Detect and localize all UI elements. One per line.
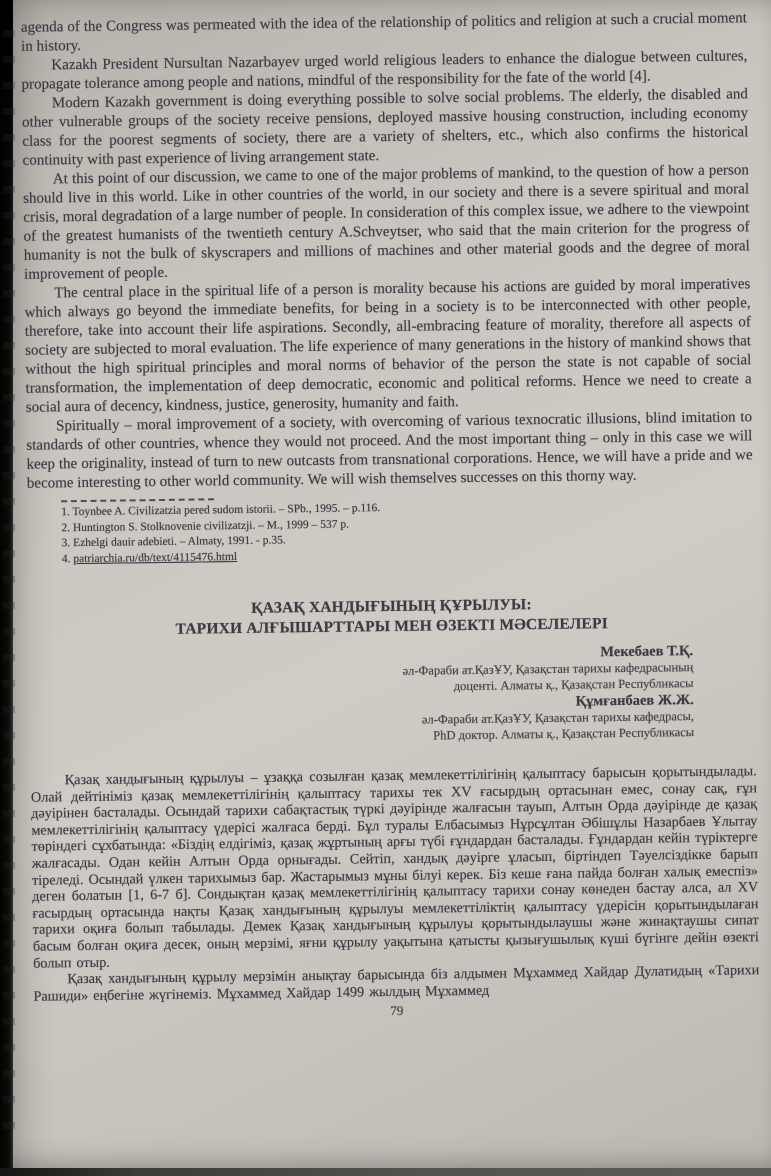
body-paragraph: Modern Kazakh government is doing everything possible to solve social problems. The elderly, the disabled and other vulnerable groups of the society receive pensions, deployed massive housing construction, including economy class for the poorest segments of society, there are a variety of shelters, etc., which also confirms the historical continuity with past experience of living arrangement state. [22, 86, 749, 169]
author-affiliation: доценті. Алматы қ., Қазақстан Республикасы [453, 675, 694, 693]
footnotes-block [61, 496, 754, 567]
body-paragraph: Spiritually – moral improvement of a society, with overcoming of various texnocratic illusions, blind imitation to standards of other countries, whence they would not proceed. And the most important thing – only in this case we will keep the originality, instead of turn to new outcasts from transnational corporations. Hence, we will have a pride and we become interesting to other world community. We will wish themselves successes on this thorny way. [26, 409, 753, 492]
body-paragraph: At this point of our discussion, we came to one of the major problems of mankind, to the question of how a person should live in this world. Like in other countries of the world, in our society and there is a severe spiritual and moral crisis, moral degradation of a large number of people. In consideration of this complex issue, we adhere to the viewpoint of the greatest humanists of the twentieth century A.Schveytser, who said that the main criterion for the progress of humanity is not the bulk of skyscrapers and millions of machines and other material goods and the degree of moral improvement of people. [23, 162, 750, 283]
footnote-separator [61, 498, 214, 502]
footnote-item: 1. Toynbee A. Civilizatzia pered sudom istorii. – SPb., 1995. – p.116. [61, 502, 381, 519]
body-paragraph: The central place in the spiritual life of a person is morality because his actions are guided by moral imperatives which always go beyond the immediate benefits, for being in a society is to be interconnected with other people, therefore, take into account their life aspirations. Secondly, all-embracing feature of morality, therefore all aspects of society are subjected to moral evaluation. The life experience of many generations in the history of mankind shows that without the high spiritual principles and moral norms of behavior of the person the state is not capable of social transformation, the implementation of deep democratic, economic and political reforms. Hence we need to create a social aura of decency, kindness, justice, generosity, humanity and faith. [24, 276, 752, 416]
english-text-block [21, 9, 753, 493]
footnote-url-link: patriarchia.ru/db/text/4115476.html [73, 550, 238, 565]
footnote-number: 4. [61, 552, 74, 565]
kazakh-text-block [31, 763, 760, 1005]
author-affiliation: әл-Фараби ат.ҚазҰУ, Қазақстан тарихы кафедрасының [402, 660, 694, 678]
article-title-line1: ҚАЗАҚ ХАНДЫҒЫНЫҢ ҚҰРЫЛУЫ: [251, 596, 532, 617]
author-name: Мекебаев Т.Қ. [600, 643, 694, 661]
body-paragraph: Қазақ хандығының құрылуы – ұзаққа созылған қазақ мемлекеттілігінің қалыптасу барысын қорытындылады. Олай дейтініміз қазақ мемлекеттілігінің қалыптасу тарихы тек XV ғасырдың ортасынан емес, сонау сақ, ғұн дәуірінен басталады. Осындай тарихи сабақтастық түркі дәуірінде жалғасын тауып, Алтын Орда дәуірінде де қазақ мемлекеттілігінің қалыптасу үдерісі жалғаса берді. Бұл туралы Елбасымыз Нұрсұлтан Әбішұлы Назарбаев Ұлытау төріндегі сұхбатында: «Біздің елдігіміз, қазақ жұртының арғы түбі ғұндардан басталады. Ғұндардан кейін түріктерге жалғасады. Одан кейін Алтын Орда орнығады. Сейтіп, хандық дәуірге ұласып, біртіндеп Тәуелсіздікке барып тіреледі. Осындай үлкен тарихымыз бар. Жастарымыз мұны білуі керек. Біз кеше ғана пайда болған халық емеспіз» деген болатын [1, 6-7 б]. Сондықтан қазақ мемлекеттілігінің қалыптасу тарихи сонау көнеден бастау алса, ал XV ғасырдың ортасында нақты Қазақ хандығының құрылуы мемлекеттіліктің қалыптасу үдерісін қорытындылаған тарихи оқиға болып табылады. Демек Қазақ хандығының құрылуы қорытындылаушы және жинақтаушы сипат басым болған оқиға десек, оның мерзімі, яғни құрылу уақытына қатысты қызығушылық күші бүгінге дейін өзекті болып отыр. [30, 763, 759, 972]
article-title [28, 592, 754, 641]
body-paragraph: Kazakh President Nursultan Nazarbayev urged world religious leaders to enhance the dialogue between cultures, propagate tolerance among people and nations, mindful of the responsibility for the fate of the world [4]. [21, 48, 748, 93]
binding-texture [3, 30, 15, 1146]
author-affiliation: әл-Фараби ат.ҚазҰУ, Қазақстан тарихы кафедрасы, [421, 709, 695, 727]
article-title-line2: ТАРИХИ АЛҒЫШАРТТАРЫ МЕН ӨЗЕКТІ МӘСЕЛЕЛЕРІ [175, 615, 609, 638]
footnote-item: 2. Huntington S. Stolknovenie civilizatzji. – M., 1999 – 537 p. [61, 518, 349, 534]
page-bottom-edge [0, 1168, 771, 1176]
footnote-item: 3. Ezhelgi dauir adebieti. – Almaty, 1991. - p.35. [61, 534, 286, 550]
authors-block [29, 641, 756, 748]
page-content [21, 9, 760, 1024]
author-affiliation: PhD доктор. Алматы қ., Қазақстан Республикасы [433, 724, 695, 742]
body-paragraph: agenda of the Congress was permeated with the idea of the relationship of politics and religion at such a crucial moment in history. [20, 10, 747, 55]
author-name: Құмғанбаев Ж.Ж. [575, 692, 694, 710]
page-number: 79 [390, 1003, 404, 1019]
body-paragraph: Қазақ хандығының құрылу мерзімін анықтау барысында біз алдымен Мұхаммед Хайдар Дулатидың «Тарихи Рашиди» еңбегіне жүгінеміз. Мұхаммед Хайдар 1499 жылдың Мұхаммед [33, 962, 760, 1005]
